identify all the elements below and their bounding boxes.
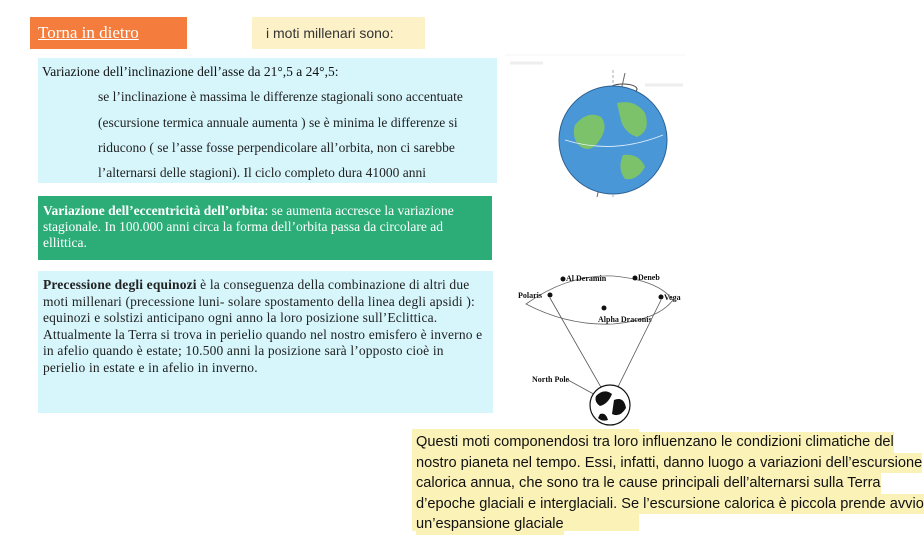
conclusion-line: calorica annua, che sono tra le cause principali dell’alternarsi sulla Terra — [416, 473, 881, 494]
tilted-globe-figure — [505, 55, 685, 200]
eccentricity-text: : se aumenta accresce la variazione stagionale. In 100.000 anni circa la forma dell’orbita passa da circolare ad ellittica. — [43, 203, 454, 250]
conclusion-line: d’epoche glaciali e interglaciali. Se l’escursione calorica è piccola prende avvio — [416, 494, 924, 515]
obliquity-line: riducono ( se l’asse fosse perpendicolare all’orbita, non ci sarebbe — [98, 140, 455, 155]
conclusion-text — [412, 429, 924, 535]
eccentricity-heading: Variazione dell’eccentricità dell’orbita — [43, 203, 265, 218]
conclusion-line: un’espansione glaciale — [416, 514, 564, 535]
obliquity-line: (escursione termica annuale aumenta ) se è minima le differenze si — [98, 115, 458, 130]
precession-text: è la conseguenza della combinazione di altri due moti millenari (precessione luni- solare spostamento della linea degli apsidi ): equinozi e solstizi anticipano ogni anno la loro posizione sull’Eclittica. Attualmente la Terra si trova in perielio quando nel nostro emisfero è inverno e in afelio quando è estate; 10.500 anni la posizione sarà l’opposto cioè in perielio in estate e in afelio in inverno. — [43, 277, 483, 375]
conclusion-line: Questi moti componendosi tra loro influenzano le condizioni climatiche del — [416, 432, 894, 453]
eccentricity-box — [38, 196, 492, 260]
obliquity-heading: Variazione dell’inclinazione dell’asse da 21°,5 a 24°,5: — [42, 64, 339, 79]
star-label: Vega — [664, 293, 681, 302]
star-dot — [602, 306, 607, 311]
back-link[interactable]: Torna in dietro — [30, 17, 187, 49]
star-label: Polaris — [518, 291, 542, 300]
star-label: Al Deramin — [566, 274, 607, 283]
star-label: North Pole — [532, 375, 570, 384]
star-label: Alpha Draconis — [598, 315, 652, 324]
precession-star-figure — [508, 268, 700, 426]
precession-heading: Precessione degli equinozi — [43, 277, 197, 292]
precession-box — [38, 271, 493, 413]
obliquity-line: se l’inclinazione è massima le differenze stagionali sono accentuate — [98, 89, 463, 104]
globe-ocean — [559, 86, 667, 194]
star-dot — [659, 295, 664, 300]
star-label: Deneb — [638, 273, 660, 282]
page-title: i moti millenari sono: — [252, 17, 425, 49]
star-dot — [633, 276, 638, 281]
conclusion-line: nostro pianeta nel tempo. Essi, infatti, danno luogo a variazioni dell’escursione — [416, 453, 922, 474]
star-dot — [561, 277, 566, 282]
obliquity-line: l’alternarsi delle stagioni). Il ciclo completo dura 41000 anni — [98, 165, 427, 180]
star-dot — [548, 293, 553, 298]
obliquity-box — [38, 58, 497, 183]
